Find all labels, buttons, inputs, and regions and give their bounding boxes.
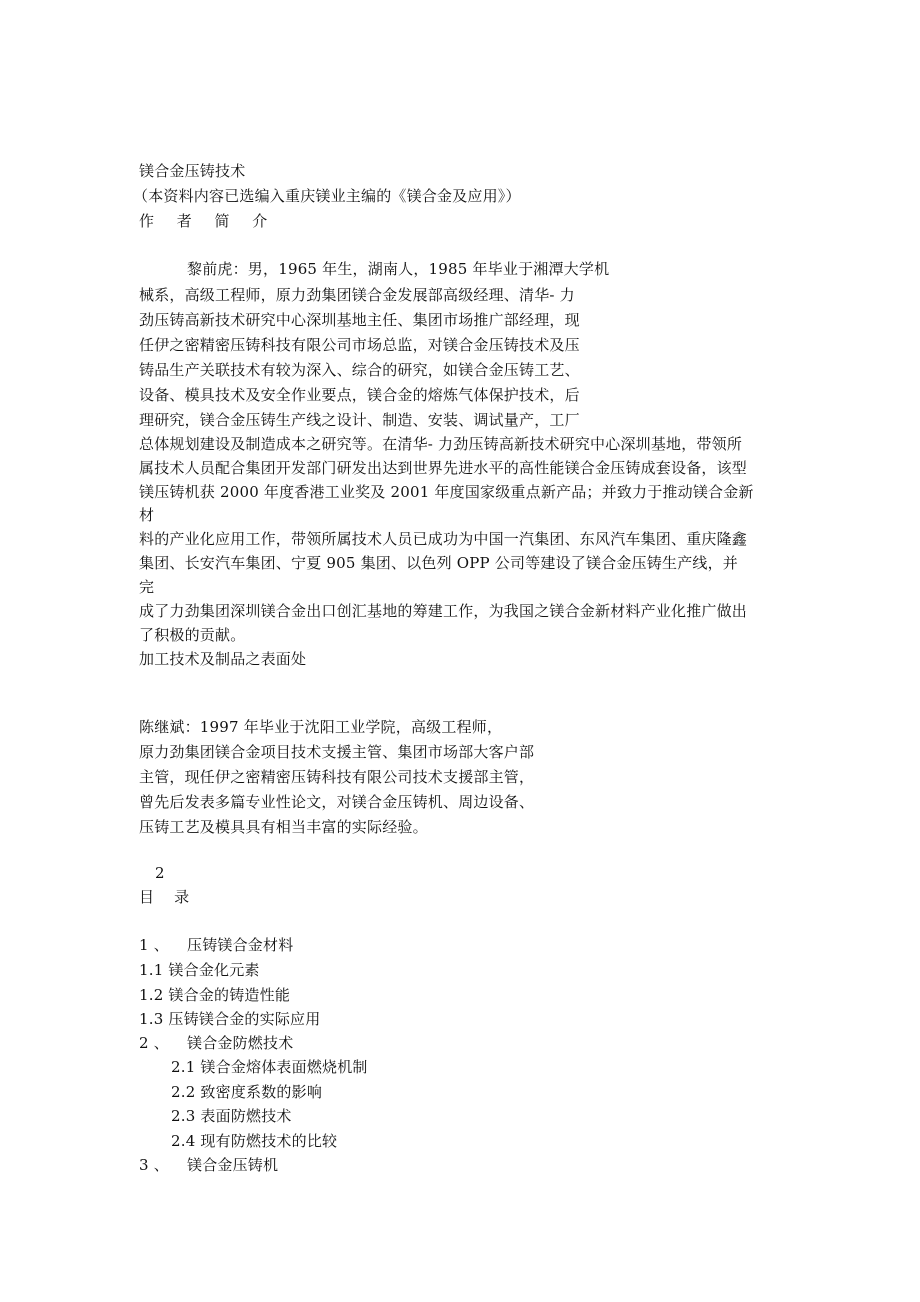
author1-line: 械系，高级工程师，原力劲集团镁合金发展部高级经理、清华- 力	[139, 286, 575, 304]
author1-line: 了积极的贡献。	[139, 626, 246, 644]
author1-line: 铸品生产关联技术有较为深入、综合的研究，如镁合金压铸工艺、	[139, 361, 580, 379]
author1-line: 材	[139, 506, 155, 524]
page-number: 2	[155, 864, 165, 882]
author2-line: 主管，现任伊之密精密压铸科技有限公司技术支援部主管，	[139, 768, 535, 786]
toc-entry	[139, 934, 293, 956]
author1-line: 成了力劲集团深圳镁合金出口创汇基地的筹建工作，为我国之镁合金新材料产业化推广做出	[139, 602, 748, 620]
toc-entry-number: 3 、	[139, 1156, 169, 1174]
author2-line: 原力劲集团镁合金项目技术支援主管、集团市场部大客户部	[139, 743, 535, 761]
toc-heading: 目 录	[139, 888, 190, 906]
toc-entry	[139, 1154, 278, 1176]
author1-line: 总体规划建设及制造成本之研究等。在清华- 力劲压铸高新技术研究中心深圳基地，带领所	[139, 435, 743, 453]
author1-line: 完	[139, 578, 155, 596]
toc-entry: 2.1 镁合金熔体表面燃烧机制	[171, 1058, 368, 1076]
author1-line: 属技术人员配合集团开发部门研发出达到世界先进水平的高性能镁合金压铸成套设备，该型	[139, 459, 748, 477]
author1-line: 黎前虎：男，1965 年生，湖南人，1985 年毕业于湘潭大学机	[187, 260, 610, 278]
author1-line: 加工技术及制品之表面处	[139, 650, 307, 668]
author1-line: 集团、长安汽车集团、宁夏 905 集团、以色列 OPP 公司等建设了镁合金压铸生产线，并	[139, 554, 738, 572]
author1-line: 任伊之密精密压铸科技有限公司市场总监，对镁合金压铸技术及压	[139, 336, 580, 354]
toc-entry: 1.1 镁合金化元素	[139, 961, 260, 979]
source-note: （本资料内容已选编入重庆镁业主编的《镁合金及应用》）	[133, 187, 521, 205]
toc-entry-label: 压铸镁合金材料	[187, 936, 294, 954]
toc-entry-number: 1 、	[139, 936, 169, 954]
author1-line: 劲压铸高新技术研究中心深圳基地主任、集团市场推广部经理，现	[139, 311, 580, 329]
author1-line: 镁压铸机获 2000 年度香港工业奖及 2001 年度国家级重点新产品；并致力于推动镁合金新	[139, 483, 754, 501]
toc-entry: 1.3 压铸镁合金的实际应用	[139, 1010, 321, 1028]
authors-heading: 作 者 简 介	[139, 212, 277, 230]
author1-line: 理研究，镁合金压铸生产线之设计、制造、安装、调试量产，工厂	[139, 411, 580, 429]
toc-entry: 2.3 表面防燃技术	[171, 1107, 292, 1125]
toc-entry: 2.4 现有防燃技术的比较	[171, 1132, 338, 1150]
author2-line: 曾先后发表多篇专业性论文，对镁合金压铸机、周边设备、	[139, 793, 535, 811]
toc-entry: 2.2 致密度系数的影响	[171, 1083, 323, 1101]
author1-line: 料的产业化应用工作，带领所属技术人员已成功为中国一汽集团、东风汽车集团、重庆隆鑫	[139, 530, 748, 548]
toc-entry	[139, 1032, 293, 1054]
author2-line: 陈继斌：1997 年毕业于沈阳工业学院，高级工程师，	[139, 718, 503, 736]
toc-entry-label: 镁合金防燃技术	[187, 1034, 294, 1052]
author1-line: 设备、模具技术及安全作业要点，镁合金的熔炼气体保护技术，后	[139, 386, 580, 404]
toc-entry-number: 2 、	[139, 1034, 169, 1052]
document-title: 镁合金压铸技术	[139, 162, 246, 180]
toc-entry: 1.2 镁合金的铸造性能	[139, 986, 291, 1004]
author2-line: 压铸工艺及模具具有相当丰富的实际经验。	[139, 818, 428, 836]
toc-entry-label: 镁合金压铸机	[187, 1156, 279, 1174]
